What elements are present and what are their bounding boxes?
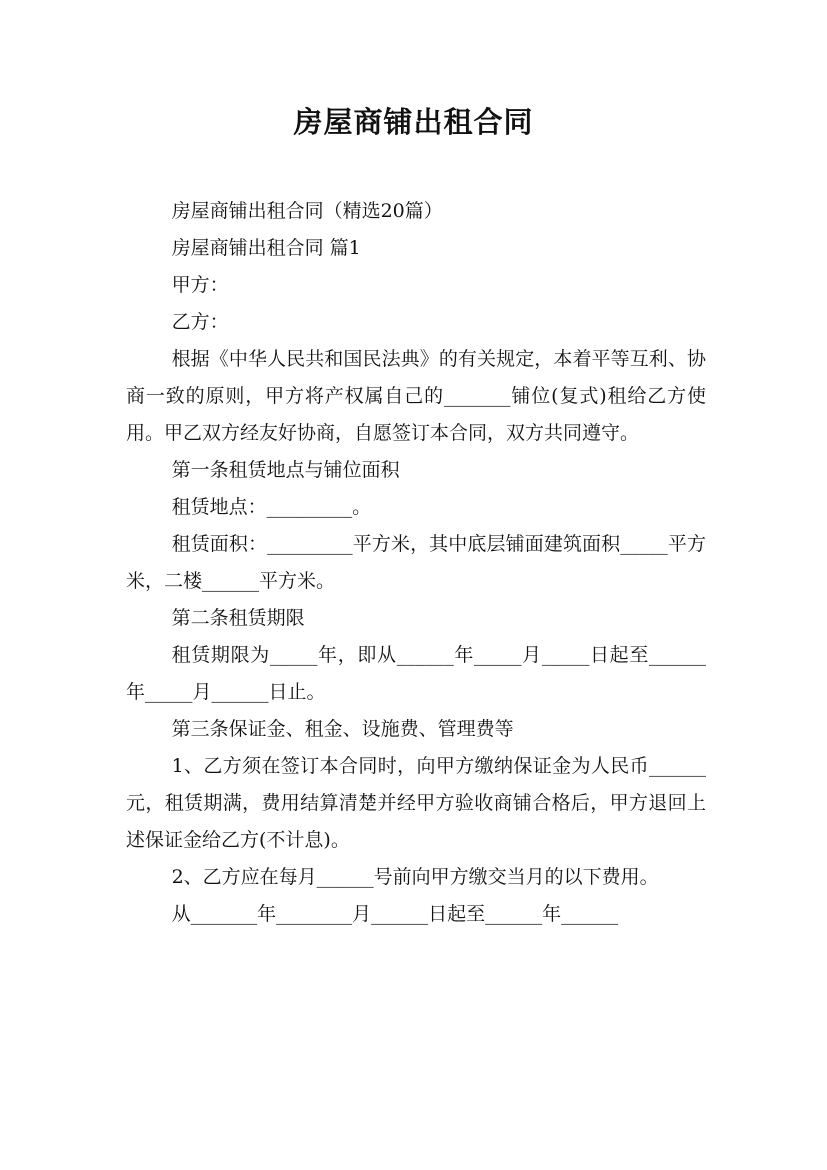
document-body bbox=[126, 193, 706, 933]
paragraph-deposit: 1、乙方须在签订本合同时，向甲方缴纳保证金为人民币______元，租赁期满，费用结算清楚并经甲方验收商铺合格后，甲方退回上述保证金给乙方(不计息)。 bbox=[126, 755, 706, 851]
paragraph-party-a: 甲方： bbox=[171, 274, 229, 296]
paragraph-article-2-heading: 第二条租赁期限 bbox=[171, 607, 305, 629]
paragraph-monthly-fees: 2、乙方应在每月______号前向甲方缴交当月的以下费用。 bbox=[171, 866, 659, 888]
paragraph-subtitle: 房屋商铺出租合同（精选20篇） bbox=[171, 200, 443, 222]
paragraph-article-3-heading: 第三条保证金、租金、设施费、管理费等 bbox=[171, 718, 514, 740]
paragraph-party-b: 乙方： bbox=[171, 311, 229, 333]
paragraph-fee-period: 从_______年________月______日起至______年______ bbox=[171, 903, 619, 925]
paragraph-preamble: 根据《中华人民共和国民法典》的有关规定，本着平等互利、协商一致的原则，甲方将产权属自己的_______铺位(复式)租给乙方使用。甲乙双方经友好协商，自愿签订本合同，双方共同遵守。 bbox=[126, 348, 706, 444]
paragraph-article-1-heading: 第一条租赁地点与铺位面积 bbox=[171, 459, 400, 481]
paragraph-lease-term: 租赁期限为_____年，即从______年_____月_____日起至______年_____月______日止。 bbox=[126, 644, 706, 703]
paragraph-lease-location: 租赁地点：_________。 bbox=[171, 496, 372, 518]
paragraph-lease-area: 租赁面积：_________平方米，其中底层铺面建筑面积_____平方米，二楼______平方米。 bbox=[126, 533, 706, 592]
paragraph-section-heading: 房屋商铺出租合同 篇1 bbox=[171, 237, 361, 259]
document-title: 房屋商铺出租合同 bbox=[293, 105, 534, 139]
